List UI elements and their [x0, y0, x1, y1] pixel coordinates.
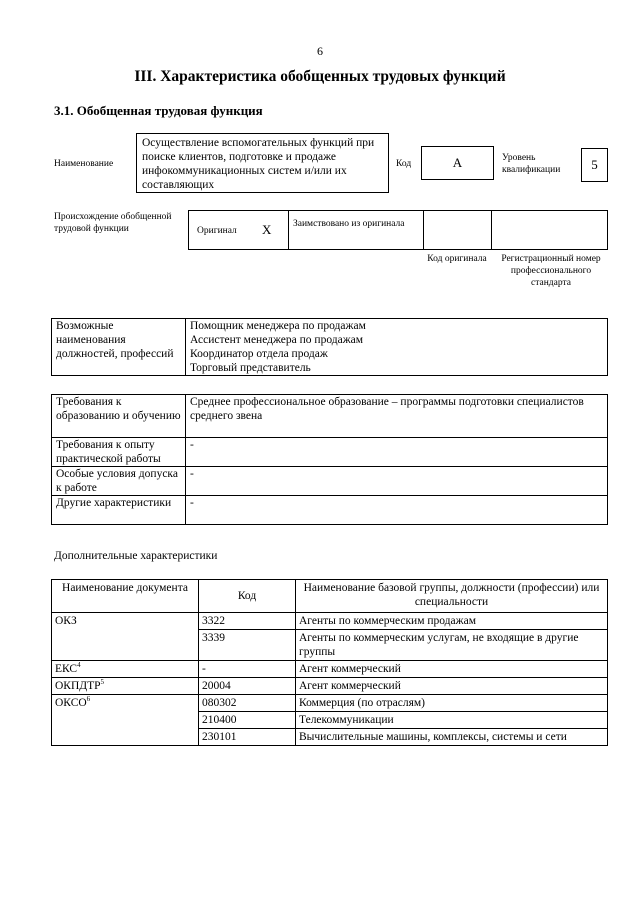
doc-cell: ЕКС$^4$ — [52, 661, 199, 678]
code-cell: 080302 — [199, 695, 296, 712]
name-cell: Коммерция (по отраслям) — [296, 695, 608, 712]
function-name-box — [136, 133, 389, 193]
name-cell: Вычислительные машины, комплексы, системы и сети — [296, 729, 608, 746]
level-label: Уровень квалификации — [502, 153, 561, 175]
position-item: Торговый представитель — [190, 362, 311, 374]
name-cell: Агент коммерческий — [296, 661, 608, 678]
requirements-table — [51, 394, 608, 525]
original-mark: X — [262, 222, 272, 237]
section-title: III. Характеристика обобщенных трудовых функций — [134, 68, 506, 85]
original-label: Оригинал — [197, 226, 237, 236]
position-item: Координатор отдела продаж — [190, 348, 328, 360]
code-value: A — [421, 146, 494, 180]
header-doc: Наименование документа — [52, 580, 199, 613]
doc-cell: ОКПДТР$^5$ — [52, 678, 199, 695]
name-cell: Агенты по коммерческим услугам, не входящие в другие группы — [296, 630, 608, 661]
name-label: Наименование — [54, 159, 114, 169]
name-cell: Телекоммуникации — [296, 712, 608, 729]
doc-cell: ОКСО$^6$ — [52, 695, 199, 746]
code-original-label: Код оригинала — [427, 254, 487, 264]
req-label: Требования к опыту практической работы — [52, 438, 186, 467]
origin-label: Происхождение обобщенной трудовой функции — [54, 212, 172, 234]
position-item: Ассистент менеджера по продажам — [190, 334, 364, 346]
req-value: Среднее профессиональное образование – программы подготовки специалистов среднего звена — [186, 395, 608, 438]
header-code: Код — [199, 580, 296, 613]
code-cell: 3322 — [199, 613, 296, 630]
additional-table — [51, 579, 608, 746]
positions-list — [186, 319, 608, 376]
req-value: - — [186, 438, 608, 467]
positions-table — [51, 318, 608, 376]
code-cell: 230101 — [199, 729, 296, 746]
doc-cell: ОКЗ — [52, 613, 199, 661]
code-cell: 3339 — [199, 630, 296, 661]
code-cell: 210400 — [199, 712, 296, 729]
additional-title: Дополнительные характеристики — [54, 550, 218, 562]
code-cell: 20004 — [199, 678, 296, 695]
code-label: Код — [396, 159, 412, 169]
req-value: - — [186, 467, 608, 496]
level-value: 5 — [581, 148, 608, 182]
req-value: - — [186, 496, 608, 525]
req-label: Требования к образованию и обучению — [52, 395, 186, 438]
borrowed-label: Заимствовано из оригинала — [293, 219, 405, 229]
position-item: Помощник менеджера по продажам — [190, 320, 366, 332]
req-label: Другие характеристики — [52, 496, 186, 525]
name-cell: Агент коммерческий — [296, 678, 608, 695]
header-name: Наименование базовой группы, должности (профессии) или специальности — [296, 580, 608, 613]
subsection-title: 3.1. Обобщенная трудовая функция — [54, 103, 263, 118]
req-label: Особые условия допуска к работе — [52, 467, 186, 496]
reg-number-label: Регистрационный номер профессионального стандарта — [501, 254, 601, 288]
positions-label: Возможные наименования должностей, профессий — [52, 319, 186, 376]
page-number: 6 — [317, 44, 323, 58]
name-cell: Агенты по коммерческим продажам — [296, 613, 608, 630]
origin-row — [188, 210, 608, 250]
code-cell: - — [199, 661, 296, 678]
function-name-value: Осуществление вспомогательных функций при поиске клиентов, подготовке и продаже инфокоммуникационных систем и/или их составляющих — [142, 137, 375, 191]
